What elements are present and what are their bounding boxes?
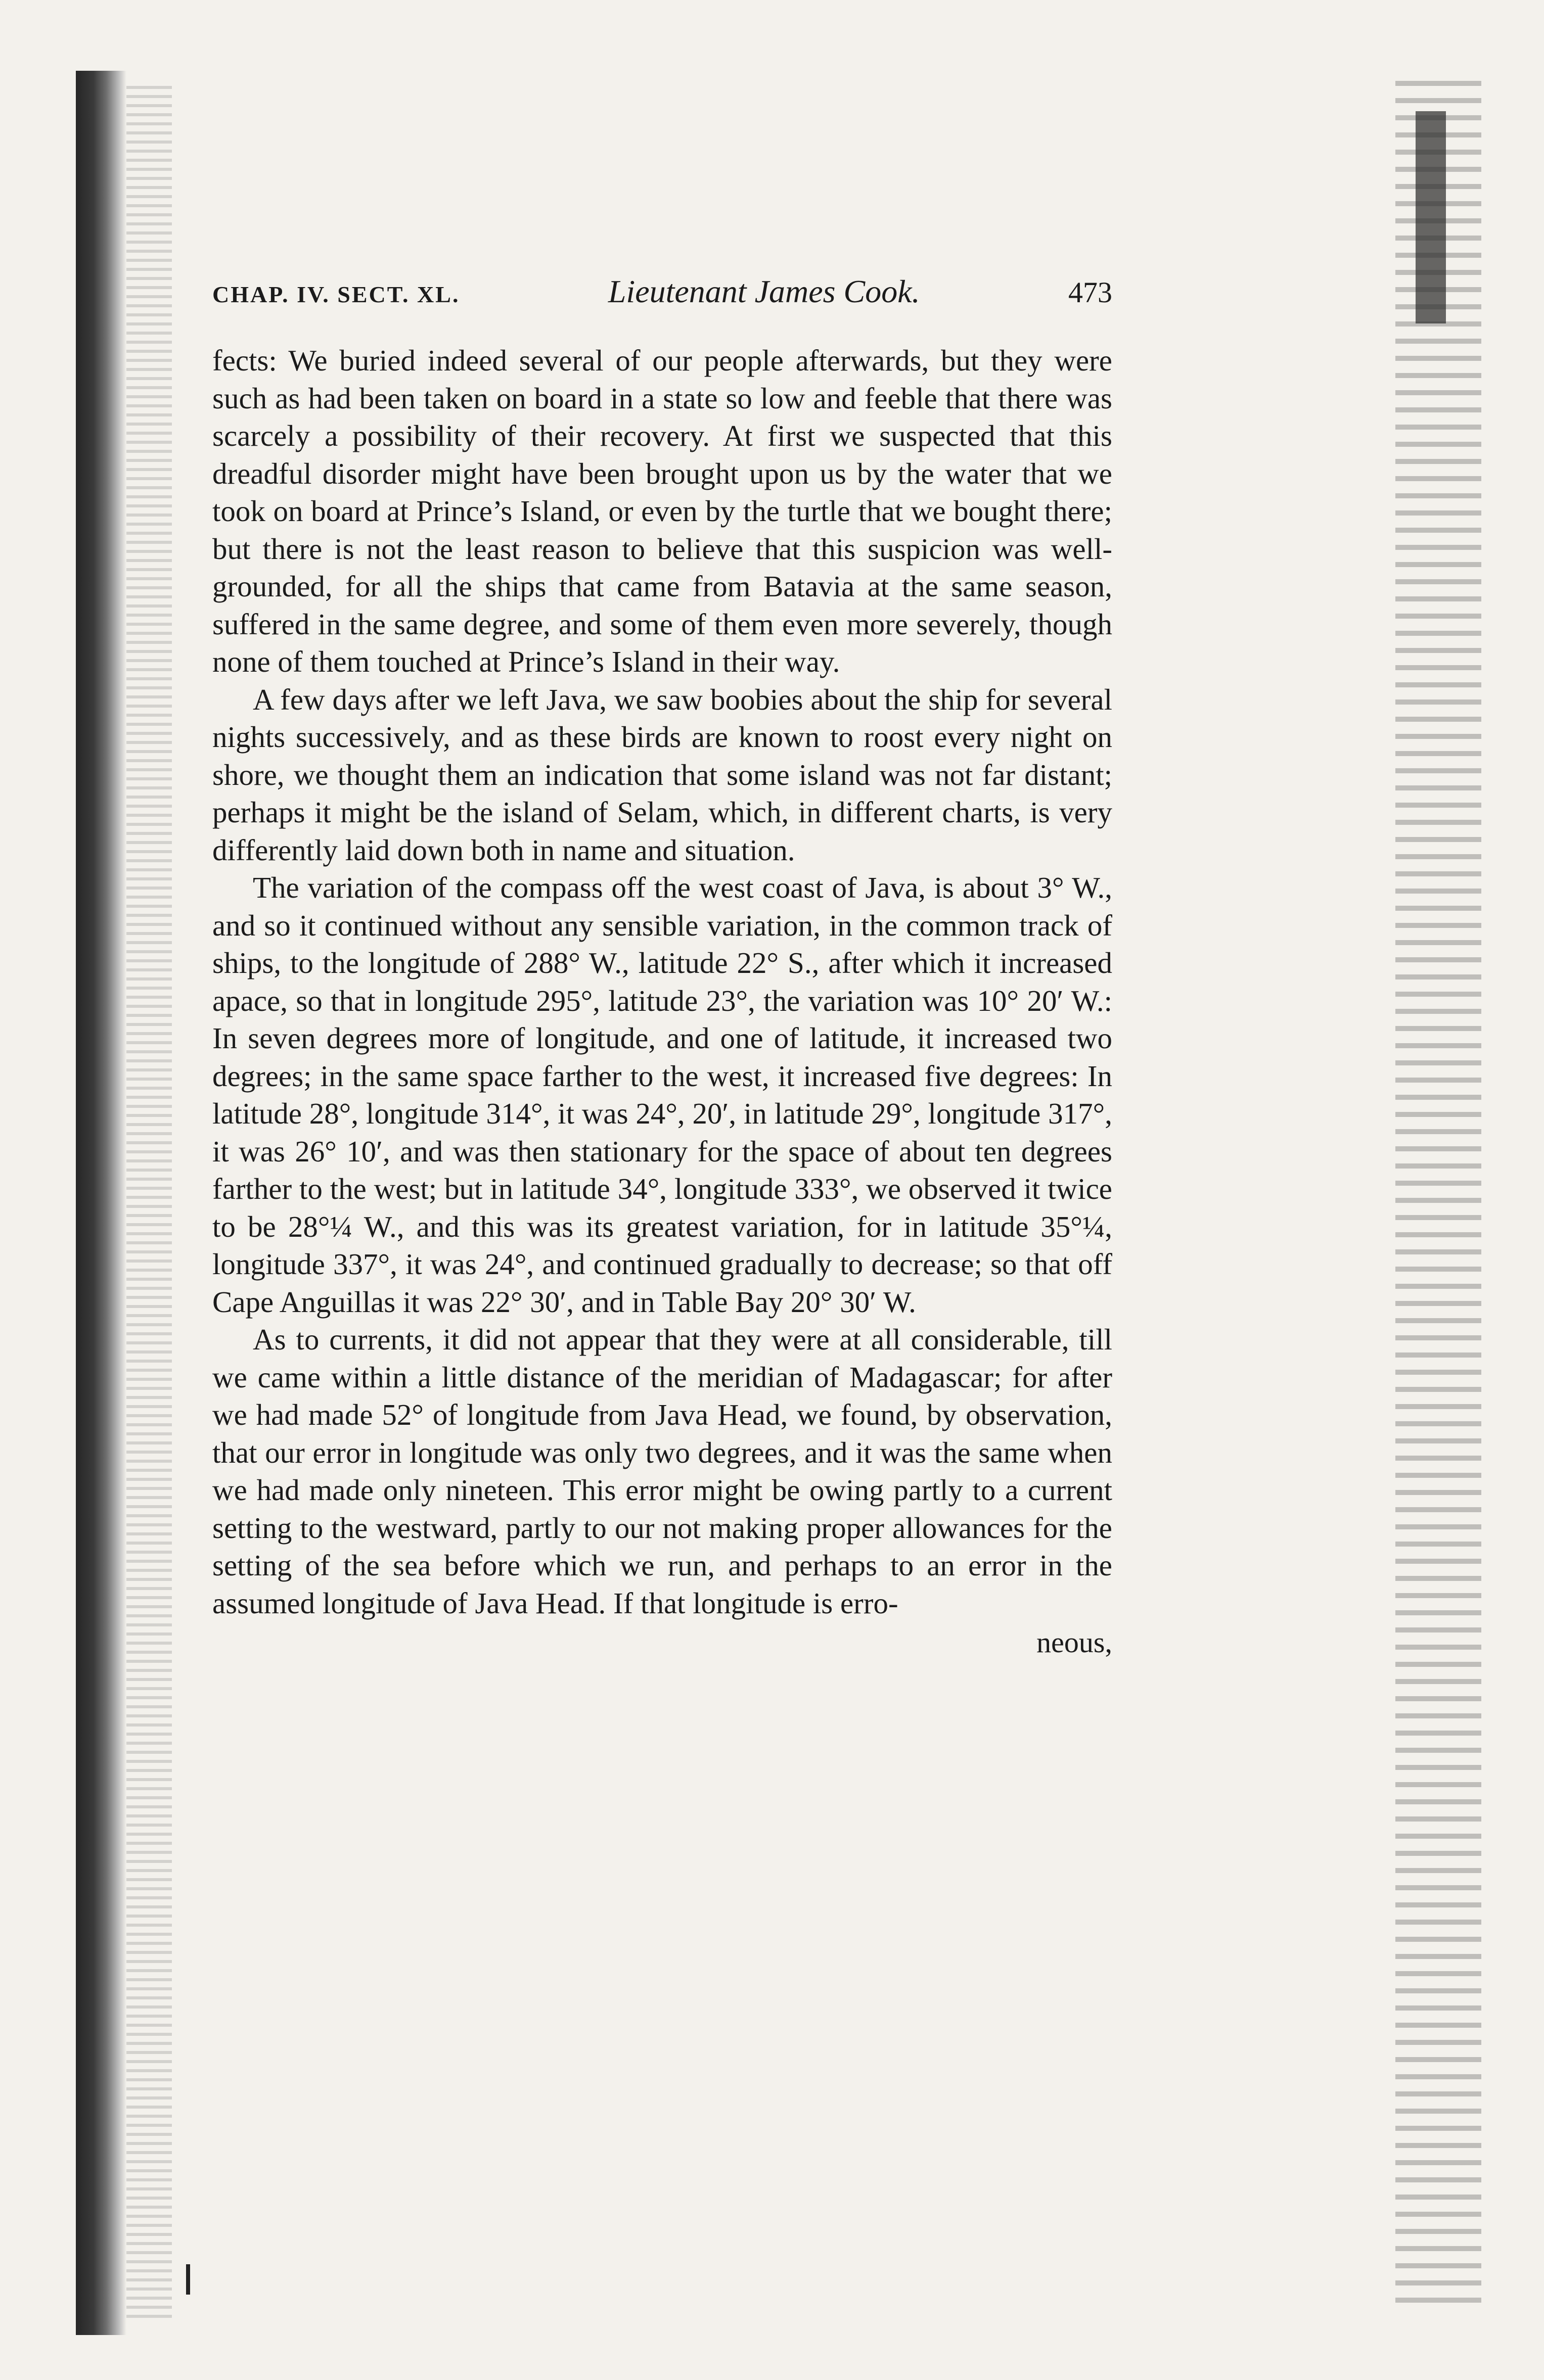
- scan-binding-shadow-left: [76, 71, 126, 2335]
- paragraph-3: The variation of the compass off the west coast of Java, is about 3° W., and so it continued without any sensible variation, in the common track of ships, to the longitude of 288° W., latitude 22° S., after which it increased apace, so that in longitude 295°, latitude 23°, the variation was 10° 20′ W.: In seven degrees more of longitude, and one of latitude, it increased two degrees; in the same space farther to the west, it increased five degrees: In latitude 28°, longitude 314°, it was 24°, 20′, in latitude 29°, longitude 317°, it was 26° 10′, and was then stationary for the space of about ten degrees farther to the west; but in latitude 34°, longitude 333°, we observed it twice to be 28°¼ W., and this was its greatest variation, for in latitude 35°¼, longitude 337°, it was 24°, and continued gradually to decrease; so that off Cape Anguillas it was 22° 30′, and in Table Bay 20° 30′ W.: [212, 871, 1112, 1319]
- scan-mark: [186, 2264, 190, 2295]
- scan-edge-shadow-right: [1416, 111, 1446, 323]
- running-head: [212, 273, 1112, 329]
- body-text: [212, 342, 1112, 1622]
- scan-binding-texture-left: [126, 86, 172, 2320]
- catchword: neous,: [1036, 1626, 1112, 1659]
- paragraph-4: As to currents, it did not appear that they were at all considerable, till we came within a little distance of the meridian of Madagascar; for after we had made 52° of longitude from Java Head, we found, by observation, that our error in longitude was only two degrees, and it was the same when we had made only nineteen. This error might be owing partly to a current setting to the westward, partly to our not making proper allowances for the setting of the sea before which we run, and perhaps to an error in the assumed longitude of Java Head. If that longitude is erro-: [212, 1323, 1112, 1620]
- page-number: 473: [1068, 276, 1112, 309]
- paragraph-2: A few days after we left Java, we saw boobies about the ship for several nights successively, and as these birds are known to roost every night on shore, we thought them an indication that some island was not far distant; perhaps it might be the island of Selam, which, in different charts, is very differently laid down both in name and situation.: [212, 682, 1112, 867]
- scan-edge-texture-right: [1395, 81, 1481, 2315]
- book-page: [212, 273, 1112, 1661]
- paragraph-1: fects: We buried indeed several of our people afterwards, but they were such as had been taken on board in a state so low and feeble that there was scarcely a possibility of their recovery. At first we suspected that this dreadful disorder might have been brought upon us by the water that we took on board at Prince’s Island, or even by the turtle that we bought there; but there is not the least reason to believe that this suspicion was well-grounded, for all the ships that came from Batavia at the same season, suffered in the same degree, and some of them even more severely, though none of them touched at Prince’s Island in their way.: [212, 344, 1112, 678]
- running-title: Lieutenant James Cook.: [608, 273, 920, 309]
- chapter-section-label: CHAP. IV. SECT. XL.: [212, 282, 460, 307]
